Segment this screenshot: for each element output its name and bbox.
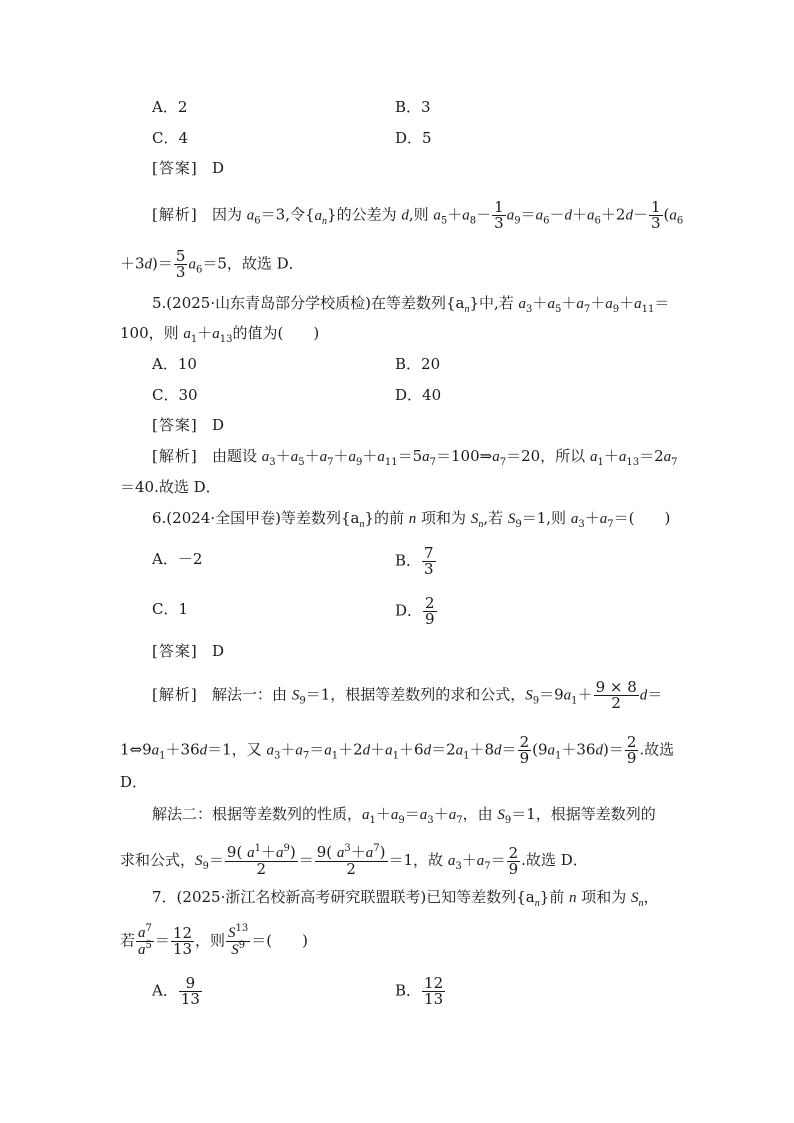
analysis-label: [解析] xyxy=(152,205,198,224)
q5-answer xyxy=(152,414,224,436)
q5-option-a: A．10 xyxy=(152,355,197,373)
q4-option-d: D．5 xyxy=(395,129,432,147)
q6-analysis-line1: [解析] 解法一：由 $S_9=1$，根据等差数列的求和公式，$S_9=9a_1+$ $\frac{9 \times 8}{2}$ d＝ xyxy=(152,678,663,712)
q5-analysis-line1: [解析] 由题设 $a_3+a_5+a_7+a_9+a_{11}=5a_7=100\Rightarrow a_7=20$，所以 $a_1+a_{13}=2a_7$ xyxy=(152,447,678,468)
q5-option-c: C．30 xyxy=(152,386,198,404)
q7-option-a: A． $\frac{9}{13}$ xyxy=(152,974,200,1008)
q7-stem-line2: 若 $\frac{a^7}{a^5}$ ＝ $\frac{12}{13}$ ，则 $\frac{S^{13}}{S^9}$ ＝( ) xyxy=(120,923,308,958)
q7-stem-line1: 7．(2025·浙江名校新高考研究联盟联考)已知等差数列$\{a_n\}$前 n 项和为 $S_n$， xyxy=(152,888,659,909)
q6-option-a: A．－2 xyxy=(152,550,203,568)
q6-option-c: C．1 xyxy=(152,600,189,618)
q5-source: 5.(2025·山东青岛部分学校质检)在等差数列{a xyxy=(152,294,465,312)
q7-option-b: B． $\frac{12}{13}$ xyxy=(395,974,444,1008)
analysis-label: [解析] xyxy=(152,447,198,465)
answer-label: [答案] xyxy=(152,416,198,434)
q4-analysis-line2: ＋3d)＝ $\frac{5}{3}$ $a_6=5$，故选 D． xyxy=(120,247,304,281)
q5-analysis-line2: ＝40.故选 D． xyxy=(120,478,221,496)
q6-stem: 6.(2024·全国甲卷)等差数列$\{a_n\}$的前 n 项和为 $S_n$,若 $S_9=1$,则 $a_3+a_7=$( ) xyxy=(152,509,671,530)
q4-answer xyxy=(152,157,224,179)
q6-analysis-line3: D． xyxy=(120,773,148,791)
q6-option-d: D． $\frac{2}{9}$ xyxy=(395,594,435,628)
answer-label: [答案] xyxy=(152,159,198,177)
answer-value: D xyxy=(212,416,225,434)
answer-label: [答案] xyxy=(152,642,198,660)
q4-option-a: A．2 xyxy=(152,98,188,116)
q6-analysis-line2: $1\Leftrightarrow 9a_1+36d=1$，又 $a_3+a_7=a_1+2d+a_1+6d=2a_1+8d=$ $\frac{2}{9}$ $(9a_1+36d)=$ $\frac{2}{9}$ .故选 xyxy=(120,733,675,767)
q6-answer xyxy=(152,640,224,662)
q4-option-b: B．3 xyxy=(395,98,431,116)
q5-stem-line2: 100，则 $a_1+a_{13}$的值为( ) xyxy=(120,324,320,345)
q5-option-b: B．20 xyxy=(395,355,441,373)
analysis-label: [解析] xyxy=(152,685,198,704)
q6-method2-line2: 求和公式，$S_9=$ $\frac{9( a^1+a^9)}{2}$ ＝ $\frac{9( a^3+a^7)}{2}$ ＝1，故 $a_3+a_7=$ $\frac{2}{9}$ .故选 D． xyxy=(120,843,588,878)
q5-stem-line1: 5.(2025·山东青岛部分学校质检)在等差数列$\{a_n\}$中,若 $a_3+a_5+a_7+a_9+a_{11}=$ xyxy=(152,294,670,315)
answer-value: D xyxy=(212,159,225,177)
q7-source: 7．(2025·浙江名校新高考研究联盟联考)已知等差数列{a xyxy=(152,888,535,906)
q6-option-b: B． $\frac{7}{3}$ xyxy=(395,544,434,578)
q6-method2-line1: 解法二：根据等差数列的性质，$a_1+a_9=a_3+a_7$，由 $S_9=1$，根据等差数列的 xyxy=(152,805,656,826)
answer-value: D xyxy=(212,642,225,660)
q4-option-c: C．4 xyxy=(152,129,189,147)
q4-analysis-line1: [解析] 因为 $a_6=3$,令$\{a_n\}$的公差为 d,则 $a_5+a_8-$ $\frac{1}{3}$ $a_9=a_6-d+a_6+2d-$ $\frac{1}{3}$ ($a_6$ xyxy=(152,198,684,232)
q5-option-d: D．40 xyxy=(395,386,442,404)
q6-source: 6.(2024·全国甲卷)等差数列{a xyxy=(152,509,360,527)
